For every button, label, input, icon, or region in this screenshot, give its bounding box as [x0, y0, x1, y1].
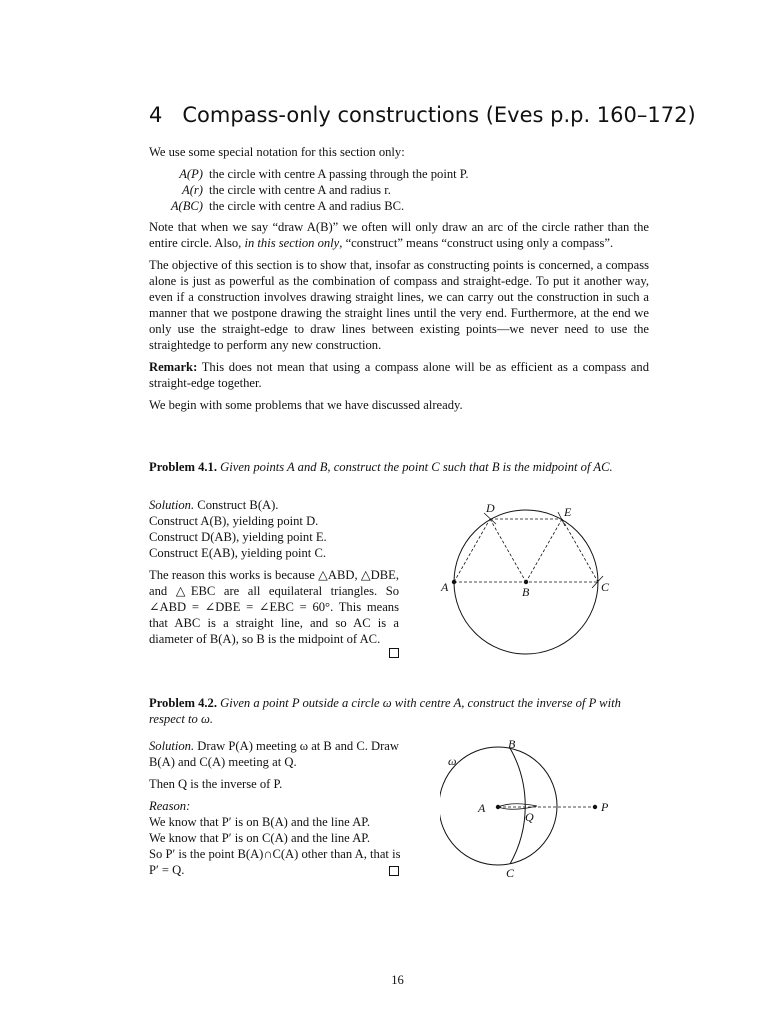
problem-4-2-solution: Solution. Draw P(A) meeting ω at B and C. Draw B(A) and C(A) meeting at Q. Then Q is the inverse of P. Reason: We know that P′ is on B(A) and the line AP. We know that P′ is on C(A) and the line AP. So P′ is the point B(A)∩C(A) other than A, that is P′ = Q. — [149, 738, 411, 878]
qed-box — [389, 648, 399, 658]
figure-4-1 — [435, 498, 625, 673]
page-number: 16 — [391, 973, 404, 987]
label-c: C — [601, 580, 610, 594]
notation-desc: the circle with centre A and radius r. — [209, 183, 391, 197]
problem-4-1-statement: Problem 4.1. Given points A and B, construct the point C such that B is the midpoint of AC. — [149, 460, 613, 474]
point-a — [496, 805, 500, 809]
solution-label: Solution. — [149, 739, 195, 753]
arc-p-a — [510, 748, 525, 864]
arcs-b-c — [498, 804, 537, 810]
label-q: Q — [525, 810, 534, 824]
intro-text: We use some special notation for this section only: — [149, 145, 405, 159]
label-e: E — [564, 505, 572, 519]
point-b — [524, 580, 528, 584]
notation-symbol: A(P) — [179, 167, 203, 181]
section-heading — [149, 103, 696, 127]
notation-list — [149, 166, 649, 214]
problem-4-1-reason: The reason this works is because △ABD, △DBE, and △EBC are all equilateral triangles. So ∠ABD = ∠DBE = ∠EBC = 60°. This means that ABC is a straight line, and so AC is a diameter of B(A), so B is the midpoint of AC. — [149, 568, 399, 646]
label-b: B — [508, 738, 516, 751]
problem-4-1-solution: Solution. Construct B(A). Construct A(B), yielding point D. Construct D(AB), yielding point E. Construct E(AB), yielding point C. The reason this works is because △ABD, △DBE, and △EBC are all equilateral triangles. So ∠ABD = ∠DBE = ∠EBC = 60°. This means that ABC is a straight line, and so AC is a diameter of B(A), so B is the midpoint of AC. — [149, 498, 399, 646]
point-a — [452, 580, 456, 584]
problem-label: Problem 4.1. — [149, 460, 217, 474]
notation-desc: the circle with centre A passing through the point P. — [209, 167, 469, 181]
problem-label: Problem 4.2. — [149, 696, 217, 710]
section-title: Compass-only constructions (Eves p.p. 160–172) — [182, 103, 696, 127]
section-number: 4 — [149, 103, 163, 127]
label-a: A — [478, 801, 486, 815]
label-a: A — [441, 580, 449, 594]
notation-symbol: A(r) — [182, 183, 203, 197]
label-p: P — [601, 800, 609, 814]
begin-paragraph: We begin with some problems that we have discussed already. — [149, 398, 463, 412]
objective-paragraph: The objective of this section is to show that, insofar as constructing points is concerned, a compass alone is just as powerful as the combination of compass and straight-edge. To put it another way, even if a construction involves drawing straight lines, we can carry out the construction in such a manner that we postpone drawing the straight lines until the very end. Furthermore, at the end we only use the straight-edge to draw lines between existing points—we never need to use the straightedge to perform any new construction. — [149, 258, 649, 352]
label-b: B — [522, 585, 530, 599]
label-d: D — [486, 501, 495, 515]
qed-box — [389, 866, 399, 876]
solution-label: Solution. — [149, 498, 195, 512]
problem-4-2-statement: Problem 4.2. Given a point P outside a circle ω with centre A, construct the inverse of P with respect to ω. — [149, 696, 621, 726]
label-omega: ω — [448, 754, 457, 768]
note-paragraph: Note that when we say “draw A(B)” we often will only draw an arc of the circle rather than the entire circle. Also, in this section only, “construct” means “construct using only a compass”. — [149, 220, 649, 250]
point-p — [593, 805, 597, 809]
figure-4-2 — [440, 738, 620, 883]
body-text — [149, 219, 649, 413]
label-c: C — [506, 866, 515, 880]
remark-paragraph: Remark: This does not mean that using a compass alone will be as efficient as a compass and straight-edge together. — [149, 360, 649, 390]
intro-block — [149, 144, 649, 214]
notation-desc: the circle with centre A and radius BC. — [209, 199, 405, 213]
reason-label: Reason: — [149, 799, 191, 813]
remark-label: Remark: — [149, 360, 198, 374]
notation-symbol: A(BC) — [170, 199, 203, 213]
